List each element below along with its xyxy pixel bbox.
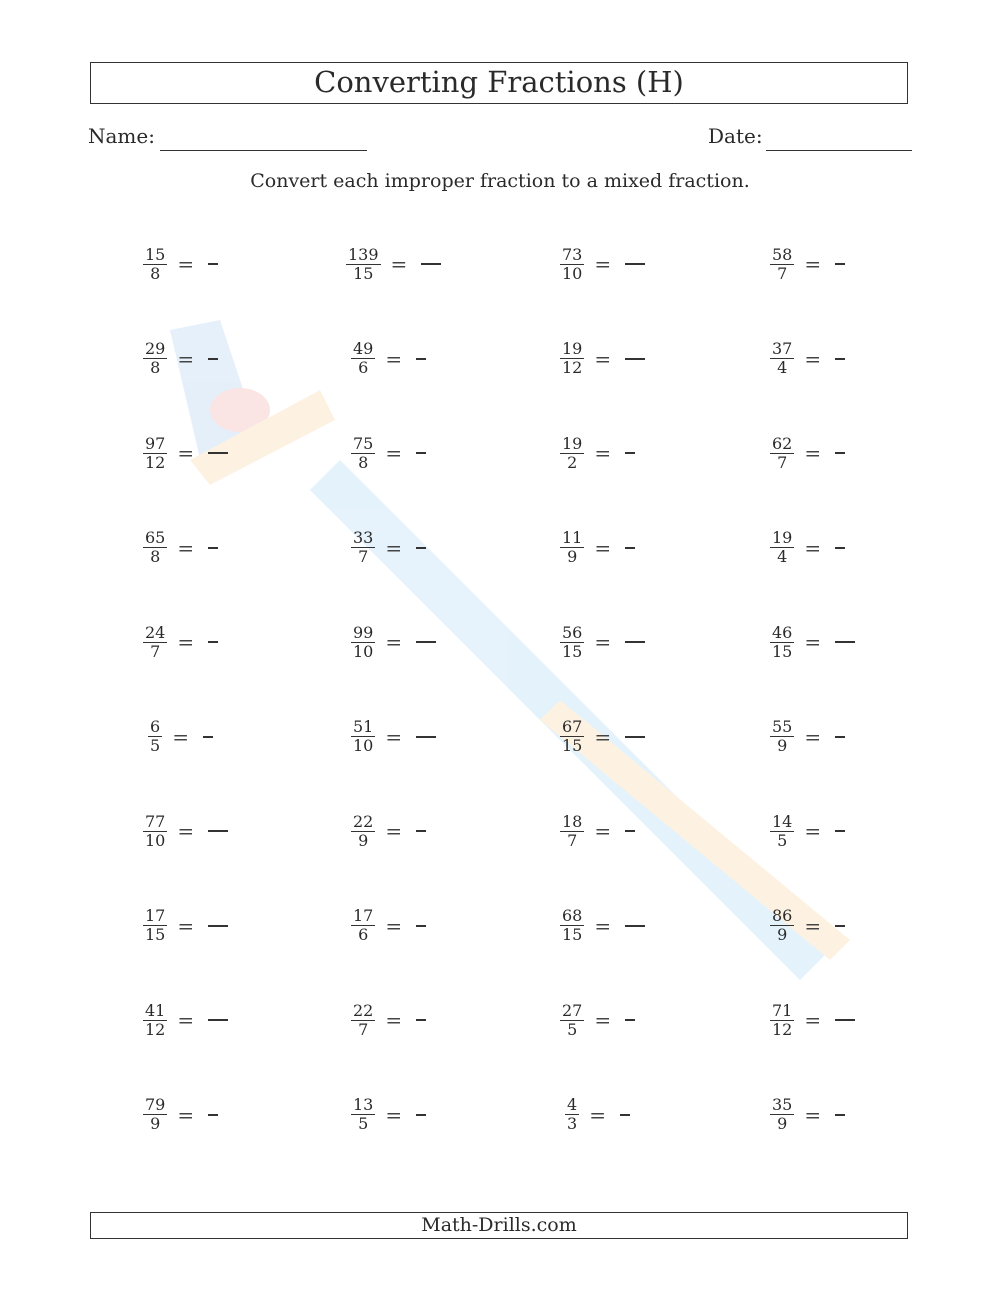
equals-sign: = [804, 1102, 822, 1127]
problem-item [351, 1085, 426, 1145]
equals-sign: = [594, 913, 612, 938]
answer-blank[interactable] [416, 641, 436, 643]
numerator: 67 [562, 717, 583, 736]
answer-blank[interactable] [203, 736, 213, 738]
footer: Math-Drills.com [90, 1212, 908, 1239]
numerator: 86 [772, 906, 793, 925]
equals-sign: = [385, 346, 403, 371]
answer-blank[interactable] [835, 736, 845, 738]
numerator: 14 [772, 811, 793, 831]
improper-fraction [143, 1097, 167, 1132]
problem-item [560, 329, 645, 389]
denominator: 12 [772, 1019, 793, 1039]
problem-item [560, 801, 635, 861]
answer-blank[interactable] [835, 1019, 855, 1021]
answer-blank[interactable] [625, 263, 645, 265]
improper-fraction [770, 244, 794, 283]
equals-sign: = [177, 630, 195, 654]
equals-sign: = [594, 441, 612, 465]
answer-blank[interactable] [208, 452, 228, 454]
denominator: 8 [150, 547, 161, 566]
denominator: 10 [145, 830, 166, 850]
problem-item [770, 990, 855, 1050]
equals-sign: = [177, 252, 195, 276]
equals-sign: = [594, 252, 612, 276]
answer-blank[interactable] [421, 263, 441, 265]
numerator: 22 [353, 811, 374, 831]
denominator: 9 [567, 547, 578, 566]
answer-blank[interactable] [835, 641, 855, 643]
problem-item [560, 990, 635, 1050]
numerator: 73 [562, 244, 583, 264]
numerator: 18 [562, 811, 583, 831]
denominator: 15 [145, 925, 166, 944]
problem-item [351, 990, 426, 1050]
improper-fraction [560, 908, 584, 943]
answer-blank[interactable] [416, 452, 426, 454]
problem-item [351, 801, 426, 861]
denominator: 7 [777, 263, 788, 283]
numerator: 51 [353, 717, 374, 736]
numerator: 139 [348, 244, 379, 264]
answer-blank[interactable] [625, 925, 645, 927]
numerator: 13 [353, 1095, 374, 1114]
numerator: 19 [562, 339, 583, 358]
numerator: 22 [353, 1000, 374, 1020]
numerator: 65 [145, 528, 166, 547]
answer-blank[interactable] [208, 547, 218, 549]
denominator: 7 [777, 452, 788, 472]
improper-fraction [351, 811, 375, 850]
equals-sign: = [804, 252, 822, 276]
answer-blank[interactable] [416, 1019, 426, 1021]
answer-blank[interactable] [208, 1019, 228, 1021]
improper-fraction [770, 341, 794, 376]
equals-sign: = [804, 913, 822, 938]
equals-sign: = [177, 346, 195, 371]
answer-blank[interactable] [208, 641, 218, 643]
equals-sign: = [177, 441, 195, 465]
equals-sign: = [172, 724, 189, 749]
numerator: 41 [145, 1000, 166, 1020]
improper-fraction [143, 244, 167, 283]
problem-item [148, 707, 213, 767]
numerator: 99 [353, 622, 374, 642]
problem-item [770, 896, 845, 956]
answer-blank[interactable] [208, 1114, 218, 1116]
answer-blank[interactable] [625, 1019, 635, 1021]
equals-sign: = [594, 819, 612, 843]
improper-fraction [143, 341, 167, 376]
numerator: 15 [145, 244, 166, 264]
answer-blank[interactable] [835, 452, 845, 454]
denominator: 8 [150, 358, 161, 377]
name-label: Name: [88, 124, 155, 148]
problem-item [560, 518, 635, 578]
instructions: Convert each improper fraction to a mixed fraction. [250, 170, 750, 192]
answer-blank[interactable] [208, 925, 228, 927]
equals-sign: = [594, 724, 612, 749]
denominator: 5 [358, 1114, 369, 1133]
equals-sign: = [385, 630, 403, 654]
answer-blank[interactable] [620, 1114, 630, 1116]
problem-item [351, 896, 426, 956]
problem-item [770, 518, 845, 578]
improper-fraction [560, 622, 584, 661]
improper-fraction [351, 719, 375, 754]
numerator: 6 [150, 717, 161, 736]
denominator: 4 [777, 547, 788, 566]
denominator: 2 [567, 452, 578, 472]
improper-fraction [770, 622, 794, 661]
numerator: 62 [772, 433, 793, 453]
answer-blank[interactable] [416, 925, 426, 927]
date-field-line[interactable] [766, 150, 912, 151]
numerator: 97 [145, 433, 166, 453]
answer-blank[interactable] [625, 547, 635, 549]
numerator: 17 [145, 906, 166, 925]
denominator: 8 [150, 263, 161, 283]
denominator: 12 [562, 358, 583, 377]
problem-item [770, 612, 855, 672]
problem-item [565, 1085, 630, 1145]
improper-fraction [351, 341, 375, 376]
problem-item [560, 423, 635, 483]
improper-fraction [351, 1097, 375, 1132]
numerator: 75 [353, 433, 374, 453]
worksheet-title: Converting Fractions (H) [90, 62, 908, 104]
equals-sign: = [804, 724, 822, 749]
problem-item [143, 801, 228, 861]
denominator: 7 [358, 547, 369, 566]
numerator: 68 [562, 906, 583, 925]
numerator: 56 [562, 622, 583, 642]
answer-blank[interactable] [416, 358, 426, 360]
denominator: 3 [567, 1114, 578, 1133]
equals-sign: = [385, 913, 403, 938]
denominator: 10 [562, 263, 583, 283]
improper-fraction [770, 719, 794, 754]
equals-sign: = [594, 1008, 612, 1032]
answer-blank[interactable] [625, 641, 645, 643]
improper-fraction [143, 622, 167, 661]
problem-item [351, 518, 426, 578]
improper-fraction [143, 530, 167, 565]
improper-fraction [560, 341, 584, 376]
problem-item [143, 329, 218, 389]
answer-blank[interactable] [625, 452, 635, 454]
equals-sign: = [385, 819, 403, 843]
denominator: 9 [777, 736, 788, 755]
equals-sign: = [594, 535, 612, 560]
problem-item [143, 1085, 218, 1145]
equals-sign: = [594, 346, 612, 371]
numerator: 27 [562, 1000, 583, 1020]
denominator: 15 [562, 925, 583, 944]
answer-blank[interactable] [416, 830, 426, 832]
improper-fraction [143, 908, 167, 943]
equals-sign: = [385, 535, 403, 560]
numerator: 37 [772, 339, 793, 358]
improper-fraction [351, 622, 375, 661]
equals-sign: = [804, 1008, 822, 1032]
equals-sign: = [594, 630, 612, 654]
problem-item [770, 329, 845, 389]
denominator: 9 [777, 1114, 788, 1133]
numerator: 11 [562, 528, 583, 547]
improper-fraction [351, 433, 375, 472]
numerator: 29 [145, 339, 166, 358]
problem-item [770, 801, 845, 861]
denominator: 6 [358, 925, 369, 944]
problem-item [560, 612, 645, 672]
answer-blank[interactable] [835, 830, 845, 832]
denominator: 5 [777, 830, 788, 850]
improper-fraction [770, 1000, 794, 1039]
improper-fraction [770, 1097, 794, 1132]
equals-sign: = [804, 535, 822, 560]
answer-blank[interactable] [208, 263, 218, 265]
numerator: 4 [567, 1095, 578, 1114]
equals-sign: = [177, 1102, 195, 1127]
equals-sign: = [177, 913, 195, 938]
improper-fraction [560, 244, 584, 283]
improper-fraction [560, 1000, 584, 1039]
numerator: 58 [772, 244, 793, 264]
equals-sign: = [385, 724, 403, 749]
improper-fraction [351, 530, 375, 565]
numerator: 35 [772, 1095, 793, 1114]
improper-fraction [148, 719, 162, 754]
improper-fraction [770, 908, 794, 943]
improper-fraction [143, 433, 167, 472]
answer-blank[interactable] [416, 736, 436, 738]
problem-item [351, 707, 436, 767]
numerator: 49 [353, 339, 374, 358]
problem-item [143, 423, 228, 483]
answer-blank[interactable] [625, 736, 645, 738]
answer-blank[interactable] [416, 1114, 426, 1116]
equals-sign: = [385, 1008, 403, 1032]
improper-fraction [346, 244, 381, 283]
denominator: 9 [150, 1114, 161, 1133]
denominator: 15 [353, 263, 374, 283]
equals-sign: = [385, 441, 403, 465]
answer-blank[interactable] [835, 1114, 845, 1116]
equals-sign: = [177, 1008, 195, 1032]
equals-sign: = [804, 346, 822, 371]
problem-item [560, 896, 645, 956]
denominator: 5 [150, 736, 161, 755]
answer-blank[interactable] [416, 547, 426, 549]
numerator: 19 [562, 433, 583, 453]
improper-fraction [565, 1097, 579, 1132]
numerator: 46 [772, 622, 793, 642]
problem-item [346, 234, 441, 294]
denominator: 15 [562, 641, 583, 661]
answer-blank[interactable] [835, 263, 845, 265]
name-field-line[interactable] [160, 150, 367, 151]
problem-item [351, 612, 436, 672]
denominator: 10 [353, 641, 374, 661]
problem-item [770, 707, 845, 767]
date-label: Date: [708, 124, 763, 148]
denominator: 8 [358, 452, 369, 472]
numerator: 33 [353, 528, 374, 547]
problem-item [560, 707, 645, 767]
denominator: 15 [562, 736, 583, 755]
answer-blank[interactable] [625, 358, 645, 360]
numerator: 55 [772, 717, 793, 736]
denominator: 5 [567, 1019, 578, 1039]
equals-sign: = [589, 1102, 606, 1127]
denominator: 7 [567, 830, 578, 850]
denominator: 15 [772, 641, 793, 661]
improper-fraction [770, 530, 794, 565]
numerator: 19 [772, 528, 793, 547]
denominator: 10 [353, 736, 374, 755]
denominator: 6 [358, 358, 369, 377]
problem-item [143, 612, 218, 672]
denominator: 9 [777, 925, 788, 944]
problem-item [770, 234, 845, 294]
problem-item [770, 423, 845, 483]
problem-item [351, 329, 426, 389]
numerator: 24 [145, 622, 166, 642]
denominator: 7 [150, 641, 161, 661]
improper-fraction [770, 811, 794, 850]
equals-sign: = [804, 819, 822, 843]
equals-sign: = [177, 535, 195, 560]
denominator: 7 [358, 1019, 369, 1039]
answer-blank[interactable] [208, 830, 228, 832]
problem-item [770, 1085, 845, 1145]
numerator: 71 [772, 1000, 793, 1020]
denominator: 12 [145, 452, 166, 472]
denominator: 12 [145, 1019, 166, 1039]
numerator: 17 [353, 906, 374, 925]
improper-fraction [560, 719, 584, 754]
equals-sign: = [804, 630, 822, 654]
improper-fraction [770, 433, 794, 472]
answer-blank[interactable] [625, 830, 635, 832]
equals-sign: = [385, 1102, 403, 1127]
improper-fraction [143, 811, 167, 850]
problem-item [560, 234, 645, 294]
problem-item [351, 423, 426, 483]
problem-item [143, 990, 228, 1050]
improper-fraction [560, 530, 584, 565]
problem-item [143, 896, 228, 956]
improper-fraction [143, 1000, 167, 1039]
improper-fraction [351, 908, 375, 943]
answer-blank[interactable] [835, 925, 845, 927]
improper-fraction [351, 1000, 375, 1039]
improper-fraction [560, 811, 584, 850]
denominator: 4 [777, 358, 788, 377]
answer-blank[interactable] [208, 358, 218, 360]
numerator: 79 [145, 1095, 166, 1114]
problem-item [143, 518, 218, 578]
equals-sign: = [804, 441, 822, 465]
denominator: 9 [358, 830, 369, 850]
answer-blank[interactable] [835, 358, 845, 360]
equals-sign: = [177, 819, 195, 843]
problem-item [143, 234, 218, 294]
equals-sign: = [390, 252, 408, 276]
improper-fraction [560, 433, 584, 472]
numerator: 77 [145, 811, 166, 831]
answer-blank[interactable] [835, 547, 845, 549]
